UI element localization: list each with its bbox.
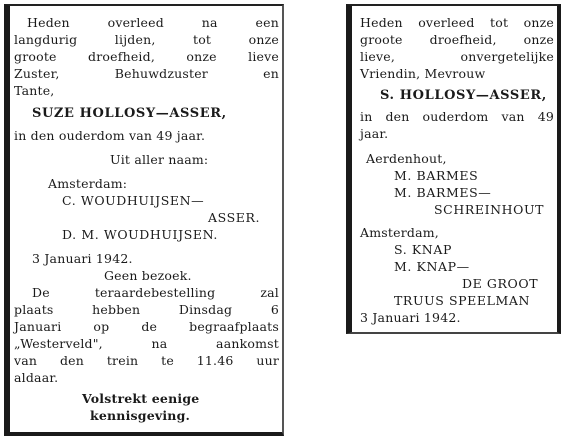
funeral-line: Januari op de begraafplaats — [14, 319, 279, 334]
relative-name: C. WOUDHUIJSEN— — [62, 193, 205, 208]
relative-name: D. M. WOUDHUIJSEN. — [62, 227, 218, 242]
opening-line: Tante, — [14, 83, 55, 98]
relative-name: M. BARMES— — [394, 185, 492, 200]
death-notice-hollosy-asser-family — [4, 4, 284, 436]
opening-line: Heden overleed tot onze — [360, 15, 554, 30]
notice-date: 3 Januari 1942. — [360, 310, 461, 325]
relative-name: ASSER. — [208, 210, 261, 225]
relative-name: DE GROOT — [462, 276, 539, 291]
opening-line: groote droefheid, onze — [360, 32, 554, 47]
funeral-line: plaats hebben Dinsdag 6 — [14, 302, 279, 317]
opening-line: groote droefheid, onze lieve — [14, 49, 279, 64]
no-visits-line: Geen bezoek. — [104, 268, 192, 283]
notice-date: 3 Januari 1942. — [32, 251, 133, 266]
relative-name: TRUUS SPEELMAN — [394, 293, 531, 308]
deceased-name: S. HOLLOSY—ASSER, — [380, 88, 547, 103]
relative-name: SCHREINHOUT — [434, 202, 545, 217]
relative-name: S. KNAP — [394, 242, 452, 257]
opening-line: langdurig lijden, tot onze — [14, 32, 279, 47]
opening-line: Heden overleed na een — [27, 15, 279, 30]
age-line: jaar. — [360, 126, 389, 141]
on-behalf-line: Uit aller naam: — [110, 152, 209, 167]
opening-line: Zuster, Behuwdzuster en — [14, 66, 279, 81]
city-label: Amsterdam, — [360, 225, 439, 240]
funeral-line: van den trein te 11.46 uur — [14, 353, 279, 368]
city-label: Aerdenhout, — [366, 151, 447, 166]
city-label: Amsterdam: — [48, 176, 128, 191]
closing-line: kennisgeving. — [90, 408, 191, 423]
opening-line: Vriendin, Mevrouw — [360, 66, 486, 81]
deceased-name: SUZE HOLLOSY—ASSER, — [32, 106, 227, 121]
closing-line: Volstrekt eenige — [82, 391, 200, 406]
funeral-line: aldaar. — [14, 370, 59, 385]
funeral-line: De teraardebestelling zal — [32, 285, 279, 300]
funeral-line: „Westerveld", na aankomst — [14, 336, 279, 351]
age-line: in den ouderdom van 49 jaar. — [14, 128, 206, 143]
age-line: in den ouderdom van 49 — [360, 109, 554, 124]
death-notice-hollosy-asser-friends — [346, 4, 561, 334]
opening-line: lieve, onvergetelijke — [360, 49, 554, 64]
relative-name: M. KNAP— — [394, 259, 470, 274]
relative-name: M. BARMES — [394, 168, 479, 183]
